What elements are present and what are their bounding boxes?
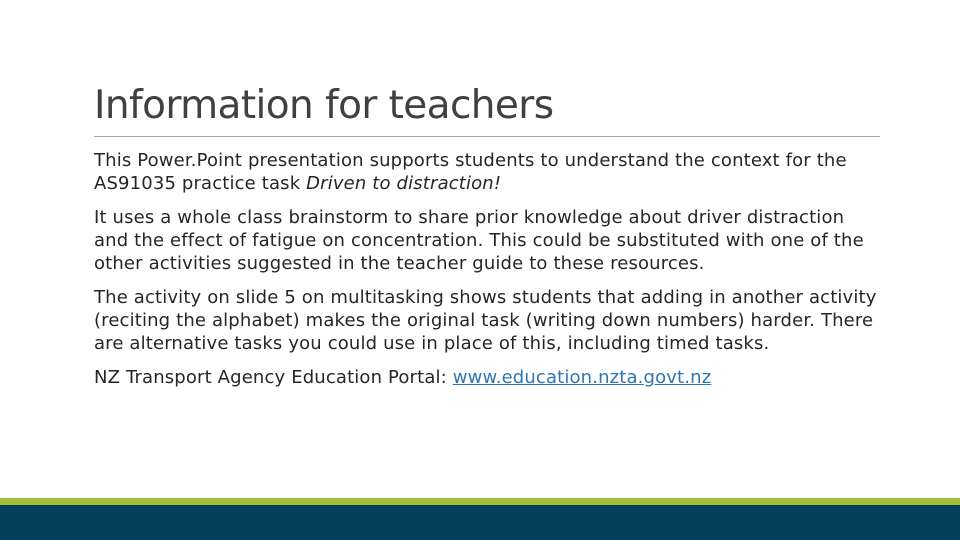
paragraph-brainstorm: It uses a whole class brainstorm to share prior knowledge about driver distraction and the effect of fatigue on concentration. This could be substituted with one of the other activities suggested in the teacher guide to these resources.: [94, 207, 864, 274]
paragraph-portal: [94, 366, 884, 389]
task-title-emphasis: Driven to distraction!: [306, 173, 502, 194]
slide-title: Information for teachers: [94, 83, 554, 128]
portal-link[interactable]: www.education.nzta.govt.nz: [452, 367, 712, 388]
footer-bar: [0, 505, 960, 540]
title-divider: [94, 136, 880, 137]
portal-label: NZ Transport Agency Education Portal:: [94, 367, 453, 388]
footer-accent-bar: [0, 498, 960, 505]
slide-body: [94, 149, 884, 400]
paragraph-multitasking: The activity on slide 5 on multitasking shows students that adding in another activity (reciting the alphabet) makes the original task (writing down numbers) harder. There are alternative tasks you could use in place of this, including timed tasks.: [94, 287, 877, 354]
paragraph-context: [94, 149, 884, 195]
paragraph-context-text: This Power.Point presentation supports students to understand the context for the AS91035 practice task: [94, 150, 847, 194]
